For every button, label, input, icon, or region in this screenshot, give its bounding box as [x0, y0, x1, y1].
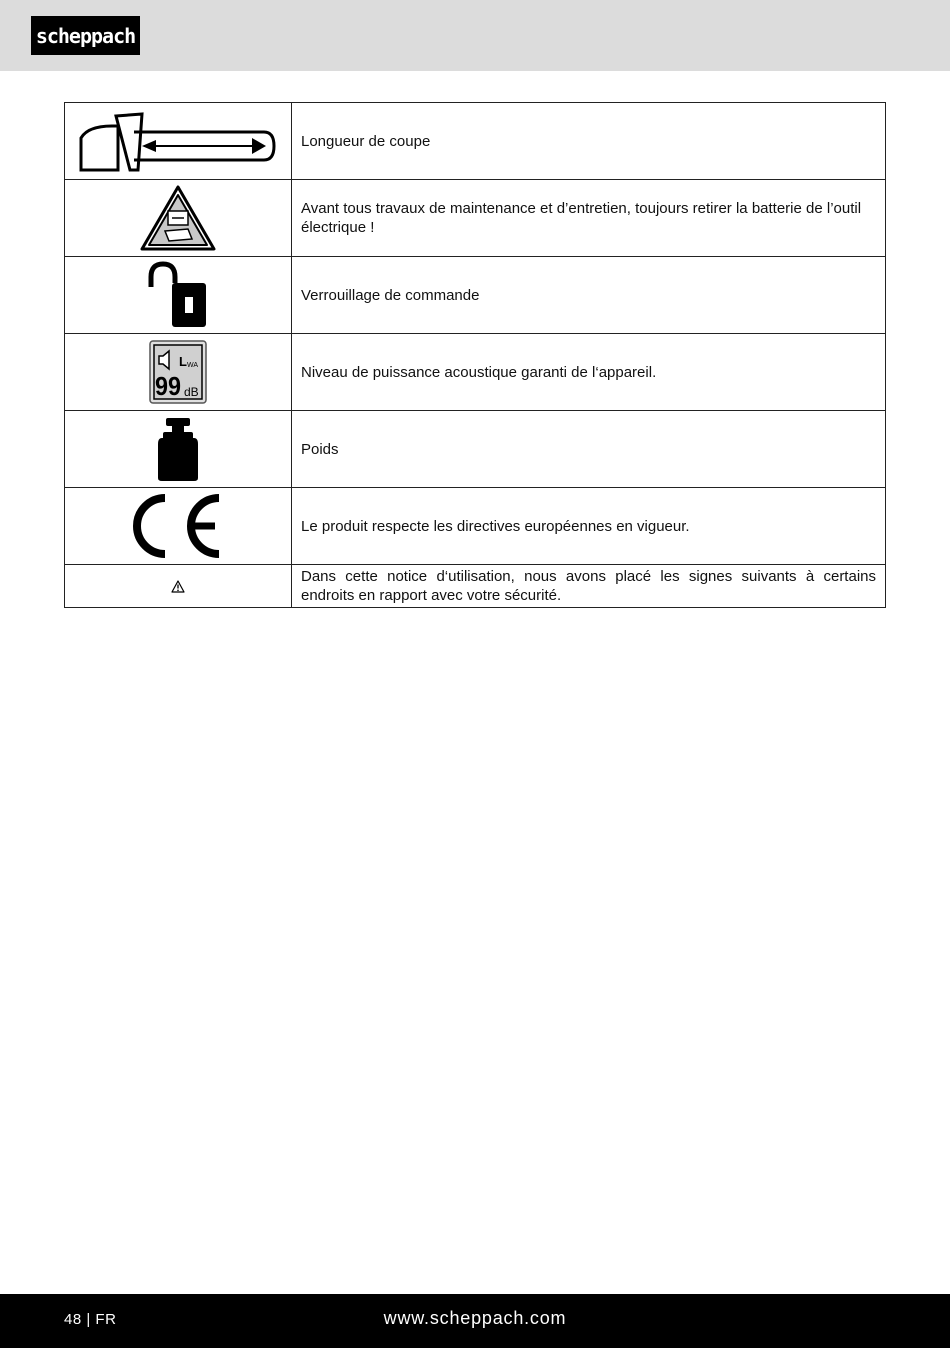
row-description: Niveau de puissance acoustique garanti de l‘appareil.: [292, 334, 886, 411]
svg-text:dB: dB: [184, 385, 199, 399]
icon-cell: [65, 103, 292, 180]
icon-cell: [65, 565, 292, 608]
table-row: [65, 257, 886, 334]
table-row: [65, 488, 886, 565]
svg-text:99: 99: [155, 371, 181, 401]
website-link[interactable]: www.scheppach.com: [383, 1308, 567, 1328]
icon-cell: [65, 257, 292, 334]
brand-logo: scheppach: [31, 16, 140, 55]
icon-cell: [65, 488, 292, 565]
icon-cell: [65, 334, 292, 411]
row-description: Avant tous travaux de maintenance et d’entretien, toujours retirer la batterie de l’outil électrique !: [292, 180, 886, 257]
row-description: Dans cette notice d‘utilisation, nous avons placé les signes suivants à certains endroits en rapport avec votre sécurité.: [292, 565, 886, 608]
table-row: [65, 103, 886, 180]
icon-cell: [65, 411, 292, 488]
row-description: Le produit respecte les directives européennes en vigueur.: [292, 488, 886, 565]
sound-power-level-icon: [149, 340, 207, 404]
table-row: [65, 565, 886, 608]
row-description: Longueur de coupe: [292, 103, 886, 180]
svg-text:L: L: [179, 354, 187, 369]
row-description: Poids: [292, 411, 886, 488]
row-description: Verrouillage de commande: [292, 257, 886, 334]
footer: [0, 1294, 950, 1348]
header-band: [0, 0, 950, 71]
page-number: 48 | FR: [64, 1311, 117, 1328]
ce-mark-icon: [131, 492, 225, 560]
table-row: [65, 411, 886, 488]
weight-icon: [156, 416, 200, 482]
table-row: [65, 180, 886, 257]
warning-triangle-icon: [171, 580, 185, 593]
table-row: [65, 334, 886, 411]
symbols-table: [64, 102, 886, 608]
remove-battery-warning-icon: [140, 185, 216, 251]
icon-cell: [65, 180, 292, 257]
cutting-length-icon: [78, 108, 278, 174]
svg-text:WA: WA: [187, 362, 199, 369]
unlocked-padlock-icon: [148, 261, 208, 329]
